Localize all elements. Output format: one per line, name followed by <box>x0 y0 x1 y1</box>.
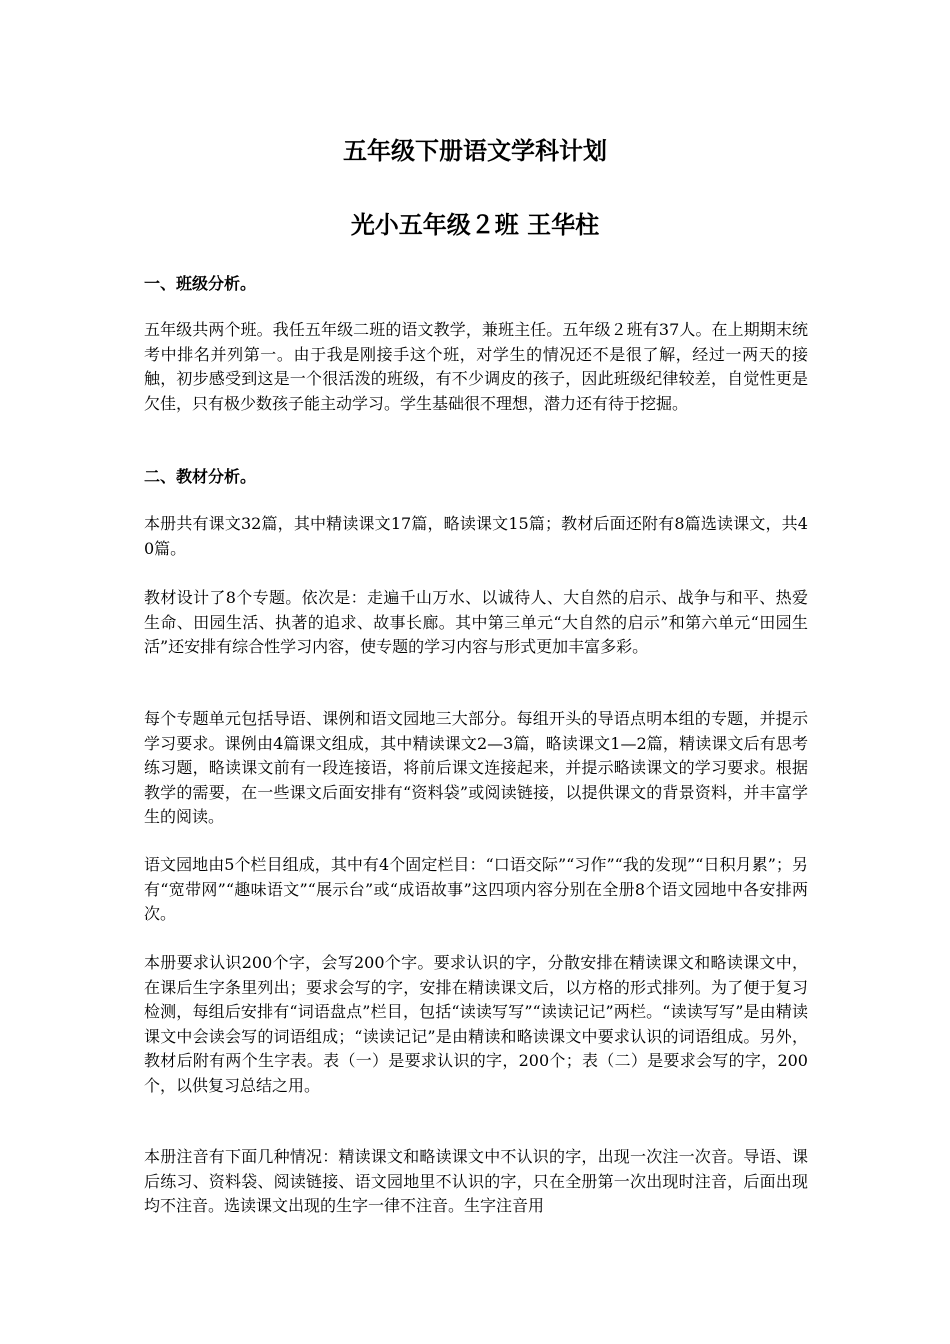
paragraph-unit-structure: 每个专题单元包括导语、课例和语文园地三大部分。每组开头的导语点明本组的专题，并提示学习要求。课例由4篇课文组成，其中精读课文2—3篇，略读课文1—2篇，精读课文后有思考练习题，略读课文前有一段连接语，将前后课文连接起来，并提示略读课文的学习要求。根据教学的需要，在一些课文后面安排有“资料袋”或阅读链接，以提供课文的背景资料，并丰富学生的阅读。 <box>144 709 808 826</box>
document-title: 五年级下册语文学科计划 <box>343 136 607 165</box>
paragraph-textbook-count: 本册共有课文32篇，其中精读课文17篇，略读课文15篇；教材后面还附有8篇选读课文，共40篇。 <box>144 514 808 558</box>
section-heading-textbook-analysis: 二、教材分析。 <box>144 467 257 486</box>
section-heading-class-analysis: 一、班级分析。 <box>144 274 257 293</box>
document-subtitle: 光小五年级２班 王华柱 <box>350 210 600 239</box>
paragraph-language-garden: 语文园地由5个栏目组成，其中有4个固定栏目：“口语交际”“习作”“我的发现”“日积月累”；另有“宽带网”“趣味语文”“展示台”或“成语故事”这四项内容分别在全册8个语文园地中各安排两次。 <box>144 855 808 923</box>
paragraph-class-analysis: 五年级共两个班。我任五年级二班的语文教学，兼班主任。五年级２班有37人。在上期期末统考中排名并列第一。由于我是刚接手这个班，对学生的情况还不是很了解，经过一两天的接触，初步感受到这是一个很活泼的班级，有不少调皮的孩子，因此班级纪律较差，自觉性更是欠佳，只有极少数孩子能主动学习。学生基础很不理想，潜力还有待于挖掘。 <box>144 320 808 413</box>
paragraph-character-requirements: 本册要求认识200个字，会写200个字。要求认识的字，分散安排在精读课文和略读课文中，在课后生字条里列出；要求会写的字，安排在精读课文后，以方格的形式排列。为了便于复习检测，每组后安排有“词语盘点”栏目，包括“读读写写”“读读记记”两栏。“读读写写”是由精读课文中会读会写的词语组成；“读读记记”是由精读和略读课文中要求认识的词语组成。另外，教材后附有两个生字表。表（一）是要求认识的字，200个；表（二）是要求会写的字，200个，以供复习总结之用。 <box>144 953 808 1095</box>
paragraph-textbook-themes: 教材设计了8个专题。依次是：走遍千山万水、以诚待人、大自然的启示、战争与和平、热爱生命、田园生活、执著的追求、故事长廊。其中第三单元“大自然的启示”和第六单元“田园生活”还安排有综合性学习内容，使专题的学习内容与形式更加丰富多彩。 <box>144 588 808 656</box>
paragraph-pinyin-notes: 本册注音有下面几种情况：精读课文和略读课文中不认识的字，出现一次注一次音。导语、课后练习、资料袋、阅读链接、语文园地里不认识的字，只在全册第一次出现时注音，后面出现均不注音。选读课文出现的生字一律不注音。生字注音用 <box>144 1147 808 1215</box>
